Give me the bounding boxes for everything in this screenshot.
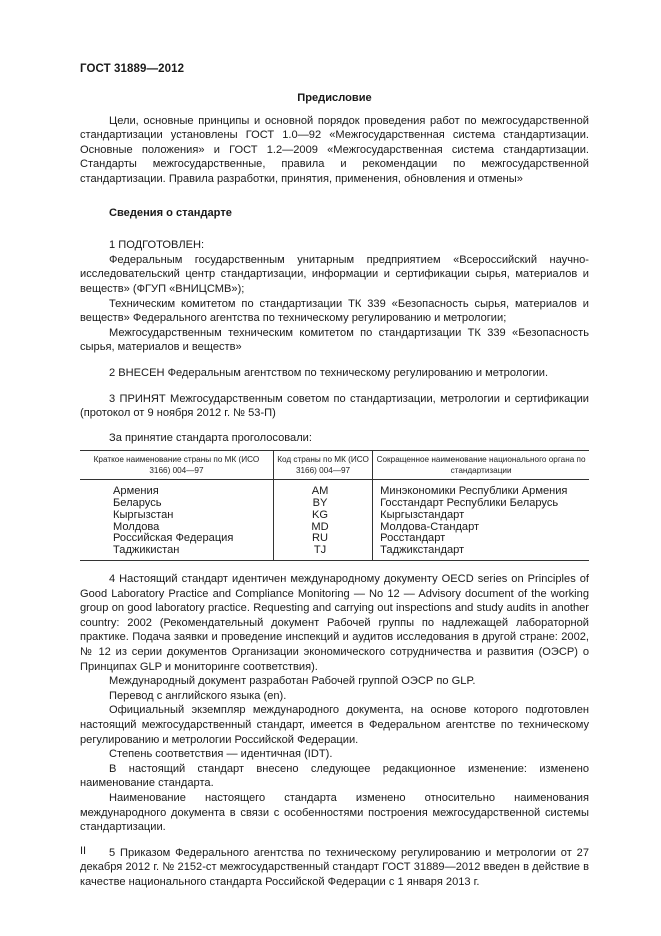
code-cell: BY [273, 498, 372, 510]
item-4-paragraph-7: Наименование настоящего стандарта изменено относительно наименования международного документа в связи с особенностями построения межгосударственной системы стандартизации. [80, 791, 589, 834]
country-cell: Кыргызстан [113, 508, 174, 521]
vote-table-header-country: Краткое наименование страны по МК (ИСО 3166) 004—97 [80, 451, 273, 480]
code-cell: TJ [273, 545, 372, 560]
table-row [80, 480, 589, 498]
document-body [80, 91, 589, 890]
item-4-paragraph-3: Перевод с английского языка (en). [109, 689, 287, 702]
preface-paragraph: Цели, основные принципы и основной порядок проведения работ по межгосударственной стандартизации установлены ГОСТ 1.0—92 «Межгосударственная система стандартизации. Основные положения» и ГОСТ 1.2—2009 «Межгосударственная система стандартизации. Стандарты межгосударственные, правила и рекомендации по межгосударственной стандартизации. Правила разработки, принятия, применения, обновления и отмены» [80, 114, 589, 185]
item-4-paragraph-4: Официальный экземпляр международного документа, на основе которого подготовлен настоящий межгосударственный стандарт, имеется в Федеральном агентстве по техническому регулированию и метрологии Российской Федерации. [80, 704, 589, 746]
code-cell: AM [273, 480, 372, 498]
body-cell: Минэкономики Республики Армения [373, 480, 589, 498]
document-header: ГОСТ 31889—2012 [80, 63, 185, 75]
item-4-paragraph-5: Степень соответствия — идентичная (IDT). [109, 748, 333, 761]
item-1-title: 1 ПОДГОТОВЛЕН: [109, 239, 205, 252]
item-1-paragraph-1: Федеральным государственным унитарным предприятием «Всероссийский научно-исследовательский центр стандартизации, информации и сертификации сырья, материалов и веществ» (ФГУП «ВНИЦСМВ»); [80, 253, 589, 295]
item-2: 2 ВНЕСЕН Федеральным агентством по техническому регулированию и метрологии. [109, 366, 549, 379]
vote-table [80, 450, 589, 561]
item-5: 5 Приказом Федерального агентства по техническому регулированию и метрологии от 27 декабря 2012 г. № 2152-ст межгосударственный стандарт ГОСТ 31889—2012 введен в действие в качестве национального стандарта Российской Федерации с 1 января 2013 г. [80, 846, 589, 888]
code-cell: RU [273, 533, 372, 545]
item-4-paragraph-1: 4 Настоящий стандарт идентичен международному документу OECD series on Principles of Good Laboratory Practice and Compliance Monitoring — No 12 — Advisory document of the working group on good laboratory practice. Requesting and carrying out inspections and study audits in another country: 2002 (Рекомендательный документ Рабочей группы по надлежащей лабораторной практике. Подача заявки и проведение инспекций и аудитов исследования в другой стране: 2002, № 12 из серии документов Организации экономического сотрудничества и развития (ОЭСР) о Принципах GLP и мониторинге соответствия). [80, 573, 589, 673]
body-cell: Кыргызстандарт [373, 510, 589, 522]
table-row [80, 545, 589, 560]
body-cell: Таджикстандарт [373, 545, 589, 560]
item-3: 3 ПРИНЯТ Межгосударственным советом по стандартизации, метрологии и сертификации (протокол от 9 ноября 2012 г. № 53-П) [80, 392, 589, 420]
vote-table-header-code: Код страны по МК (ИСО 3166) 004—97 [273, 451, 372, 480]
country-cell: Таджикистан [80, 545, 273, 560]
code-cell: KG [273, 510, 372, 522]
page-number: II [80, 845, 87, 857]
body-cell: Росстандарт [373, 533, 589, 545]
vote-table-header-row [80, 451, 589, 480]
preface-heading: Предисловие [297, 92, 372, 104]
item-1-paragraph-2: Техническим комитетом по стандартизации ТК 339 «Безопасность сырья, материалов и веществ» Федерального агентства по техническому регулированию и метрологии; [80, 297, 589, 325]
code-cell: MD [273, 522, 372, 534]
item-1-paragraph-3: Межгосударственным техническим комитетом по стандартизации ТК 339 «Безопасность сырья, материалов и веществ» [80, 326, 589, 354]
country-cell: Молдова [113, 520, 160, 533]
country-cell: Российская Федерация [113, 532, 234, 545]
body-cell: Молдова-Стандарт [373, 522, 589, 534]
item-4-paragraph-6: В настоящий стандарт внесено следующее редакционное изменение: изменено наименование стандарта. [80, 762, 589, 790]
country-cell: Армения [113, 485, 159, 498]
body-cell: Госстандарт Республики Беларусь [373, 498, 589, 510]
vote-caption: За принятие стандарта проголосовали: [109, 431, 312, 444]
country-cell: Беларусь [113, 497, 162, 510]
vote-table-header-body: Сокращенное наименование национального органа по стандартизации [373, 451, 589, 480]
standard-info-heading: Сведения о стандарте [109, 206, 232, 219]
item-4-paragraph-2: Международный документ разработан Рабочей группой ОЭСР по GLP. [109, 675, 476, 688]
table-row [80, 510, 589, 522]
